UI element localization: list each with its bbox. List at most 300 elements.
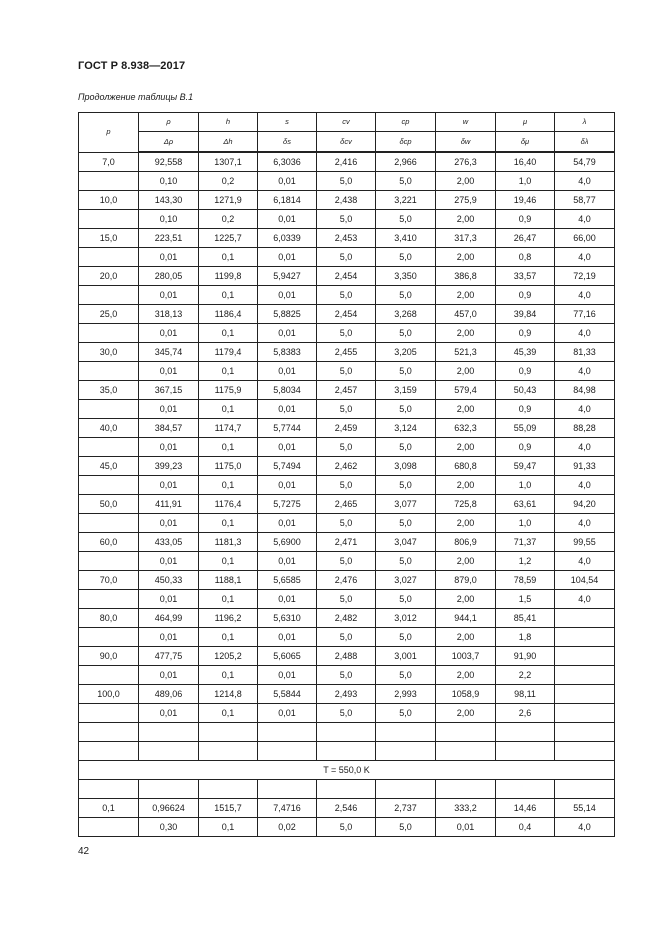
value-cell: 457,0 xyxy=(436,305,496,324)
value-cell: 5,9427 xyxy=(258,267,317,286)
pressure-cell xyxy=(79,666,139,685)
value-cell: 0,9 xyxy=(496,286,555,305)
value-cell: 411,91 xyxy=(139,495,199,514)
value-cell: 5,0 xyxy=(317,324,376,343)
value-cell: 4,0 xyxy=(555,210,615,229)
value-cell: 0,96624 xyxy=(139,799,199,818)
header-delta-cell: δw xyxy=(436,132,496,153)
value-cell xyxy=(555,780,615,799)
value-cell: 5,0 xyxy=(317,248,376,267)
temperature-row xyxy=(79,761,615,780)
value-cell: 2,00 xyxy=(436,286,496,305)
header-cell: w xyxy=(436,113,496,132)
value-cell: 1,8 xyxy=(496,628,555,647)
value-cell: 0,01 xyxy=(258,362,317,381)
value-cell: 725,8 xyxy=(436,495,496,514)
value-cell: 5,0 xyxy=(317,210,376,229)
value-cell: 0,1 xyxy=(199,248,258,267)
value-cell: 489,06 xyxy=(139,685,199,704)
value-cell: 0,8 xyxy=(496,248,555,267)
value-cell: 3,001 xyxy=(376,647,436,666)
header-cell: μ xyxy=(496,113,555,132)
value-cell: 2,493 xyxy=(317,685,376,704)
value-cell xyxy=(436,780,496,799)
value-cell: 5,0 xyxy=(376,552,436,571)
pressure-cell: 70,0 xyxy=(79,571,139,590)
header-delta-cell: δλ xyxy=(555,132,615,153)
value-cell: 5,0 xyxy=(317,476,376,495)
value-cell: 3,124 xyxy=(376,419,436,438)
value-cell: 1179,4 xyxy=(199,343,258,362)
table-row xyxy=(79,495,615,514)
pressure-cell xyxy=(79,400,139,419)
value-cell: 0,01 xyxy=(258,400,317,419)
header-delta-cell: δμ xyxy=(496,132,555,153)
pressure-cell: 30,0 xyxy=(79,343,139,362)
value-cell: 367,15 xyxy=(139,381,199,400)
value-cell: 1003,7 xyxy=(436,647,496,666)
value-cell: 5,0 xyxy=(317,704,376,723)
header-delta-cell: δs xyxy=(258,132,317,153)
value-cell: 5,0 xyxy=(376,818,436,837)
table-row xyxy=(79,152,615,172)
value-cell: 5,0 xyxy=(376,362,436,381)
value-cell: 433,05 xyxy=(139,533,199,552)
value-cell: 5,0 xyxy=(317,438,376,457)
value-cell: 0,01 xyxy=(139,514,199,533)
value-cell: 680,8 xyxy=(436,457,496,476)
table-row xyxy=(79,172,615,191)
table-row xyxy=(79,324,615,343)
document-header: ГОСТ Р 8.938—2017 xyxy=(78,60,186,72)
value-cell: 0,1 xyxy=(199,324,258,343)
table-row xyxy=(79,723,615,742)
value-cell: 94,20 xyxy=(555,495,615,514)
table-row xyxy=(79,742,615,761)
value-cell: 2,488 xyxy=(317,647,376,666)
value-cell: 2,00 xyxy=(436,324,496,343)
pressure-cell xyxy=(79,324,139,343)
value-cell: 2,00 xyxy=(436,210,496,229)
value-cell: 1225,7 xyxy=(199,229,258,248)
value-cell: 55,14 xyxy=(555,799,615,818)
value-cell: 0,01 xyxy=(139,628,199,647)
table-row xyxy=(79,286,615,305)
pressure-cell: 10,0 xyxy=(79,191,139,210)
value-cell: 2,457 xyxy=(317,381,376,400)
value-cell: 91,33 xyxy=(555,457,615,476)
value-cell: 63,61 xyxy=(496,495,555,514)
value-cell xyxy=(199,742,258,761)
value-cell: 4,0 xyxy=(555,248,615,267)
value-cell: 0,1 xyxy=(199,666,258,685)
value-cell xyxy=(317,723,376,742)
value-cell: 0,01 xyxy=(139,400,199,419)
value-cell: 0,1 xyxy=(199,818,258,837)
value-cell: 5,0 xyxy=(317,628,376,647)
table-row xyxy=(79,590,615,609)
value-cell: 1214,8 xyxy=(199,685,258,704)
value-cell: 0,01 xyxy=(139,666,199,685)
value-cell: 2,00 xyxy=(436,514,496,533)
value-cell: 2,00 xyxy=(436,438,496,457)
table-row xyxy=(79,381,615,400)
value-cell: 1,5 xyxy=(496,590,555,609)
value-cell: 4,0 xyxy=(555,514,615,533)
value-cell: 2,00 xyxy=(436,704,496,723)
value-cell: 1,0 xyxy=(496,172,555,191)
value-cell: 143,30 xyxy=(139,191,199,210)
value-cell: 2,454 xyxy=(317,305,376,324)
value-cell: 1271,9 xyxy=(199,191,258,210)
table-row xyxy=(79,210,615,229)
header-row-deltas xyxy=(79,132,615,153)
value-cell: 0,01 xyxy=(258,438,317,457)
value-cell: 0,1 xyxy=(199,628,258,647)
pressure-cell: 60,0 xyxy=(79,533,139,552)
pressure-cell xyxy=(79,514,139,533)
value-cell: 345,74 xyxy=(139,343,199,362)
value-cell: 3,205 xyxy=(376,343,436,362)
value-cell: 0,1 xyxy=(199,590,258,609)
value-cell: 0,1 xyxy=(199,286,258,305)
table-row xyxy=(79,666,615,685)
value-cell: 2,465 xyxy=(317,495,376,514)
table-row xyxy=(79,248,615,267)
value-cell: 26,47 xyxy=(496,229,555,248)
table-row xyxy=(79,457,615,476)
value-cell: 450,33 xyxy=(139,571,199,590)
value-cell: 3,350 xyxy=(376,267,436,286)
value-cell: 1515,7 xyxy=(199,799,258,818)
value-cell: 0,1 xyxy=(199,362,258,381)
table-row xyxy=(79,780,615,799)
value-cell: 5,0 xyxy=(317,552,376,571)
value-cell xyxy=(555,609,615,628)
table-row xyxy=(79,647,615,666)
value-cell: 4,0 xyxy=(555,818,615,837)
value-cell xyxy=(199,780,258,799)
value-cell: 71,37 xyxy=(496,533,555,552)
value-cell: 0,1 xyxy=(199,476,258,495)
value-cell xyxy=(555,704,615,723)
value-cell: 0,01 xyxy=(139,362,199,381)
value-cell: 317,3 xyxy=(436,229,496,248)
value-cell: 1181,3 xyxy=(199,533,258,552)
value-cell: 5,0 xyxy=(376,590,436,609)
value-cell: 477,75 xyxy=(139,647,199,666)
value-cell: 0,1 xyxy=(199,552,258,571)
value-cell: 55,09 xyxy=(496,419,555,438)
value-cell: 0,01 xyxy=(258,666,317,685)
value-cell: 0,01 xyxy=(258,628,317,647)
value-cell: 3,012 xyxy=(376,609,436,628)
pressure-cell xyxy=(79,742,139,761)
value-cell: 0,01 xyxy=(258,324,317,343)
value-cell: 1,2 xyxy=(496,552,555,571)
table-row xyxy=(79,571,615,590)
value-cell: 0,01 xyxy=(258,590,317,609)
pressure-cell: 40,0 xyxy=(79,419,139,438)
value-cell: 5,0 xyxy=(376,248,436,267)
value-cell: 2,00 xyxy=(436,400,496,419)
value-cell: 2,459 xyxy=(317,419,376,438)
value-cell: 3,098 xyxy=(376,457,436,476)
value-cell xyxy=(376,723,436,742)
value-cell: 5,5844 xyxy=(258,685,317,704)
table-row xyxy=(79,229,615,248)
value-cell: 19,46 xyxy=(496,191,555,210)
value-cell: 0,9 xyxy=(496,400,555,419)
value-cell: 2,00 xyxy=(436,590,496,609)
value-cell: 3,268 xyxy=(376,305,436,324)
value-cell: 4,0 xyxy=(555,324,615,343)
value-cell: 5,0 xyxy=(317,514,376,533)
value-cell xyxy=(496,742,555,761)
value-cell: 0,01 xyxy=(258,552,317,571)
value-cell: 0,1 xyxy=(199,514,258,533)
value-cell: 2,476 xyxy=(317,571,376,590)
value-cell: 0,9 xyxy=(496,438,555,457)
value-cell: 5,0 xyxy=(376,476,436,495)
value-cell: 1,0 xyxy=(496,514,555,533)
pressure-cell: 0,1 xyxy=(79,799,139,818)
value-cell xyxy=(139,723,199,742)
value-cell: 2,00 xyxy=(436,552,496,571)
value-cell: 72,19 xyxy=(555,267,615,286)
value-cell xyxy=(555,628,615,647)
value-cell: 0,2 xyxy=(199,172,258,191)
value-cell: 0,10 xyxy=(139,210,199,229)
value-cell: 0,9 xyxy=(496,362,555,381)
pressure-cell xyxy=(79,818,139,837)
value-cell: 98,11 xyxy=(496,685,555,704)
value-cell: 91,90 xyxy=(496,647,555,666)
table-row xyxy=(79,476,615,495)
value-cell: 7,4716 xyxy=(258,799,317,818)
value-cell: 464,99 xyxy=(139,609,199,628)
value-cell: 45,39 xyxy=(496,343,555,362)
pressure-cell xyxy=(79,704,139,723)
value-cell: 4,0 xyxy=(555,362,615,381)
pressure-cell xyxy=(79,438,139,457)
value-cell: 275,9 xyxy=(436,191,496,210)
header-cell: h xyxy=(199,113,258,132)
value-cell: 386,8 xyxy=(436,267,496,286)
value-cell: 39,84 xyxy=(496,305,555,324)
value-cell: 2,471 xyxy=(317,533,376,552)
table-row xyxy=(79,362,615,381)
value-cell xyxy=(555,685,615,704)
value-cell xyxy=(555,742,615,761)
table-row xyxy=(79,704,615,723)
value-cell: 4,0 xyxy=(555,172,615,191)
value-cell: 1174,7 xyxy=(199,419,258,438)
value-cell: 3,047 xyxy=(376,533,436,552)
value-cell xyxy=(376,780,436,799)
value-cell: 0,01 xyxy=(258,172,317,191)
value-cell: 0,01 xyxy=(139,552,199,571)
pressure-cell xyxy=(79,590,139,609)
value-cell xyxy=(139,742,199,761)
value-cell: 318,13 xyxy=(139,305,199,324)
value-cell: 5,6585 xyxy=(258,571,317,590)
pressure-cell: 100,0 xyxy=(79,685,139,704)
header-cell: λ xyxy=(555,113,615,132)
value-cell: 1175,9 xyxy=(199,381,258,400)
value-cell: 399,23 xyxy=(139,457,199,476)
table-row xyxy=(79,799,615,818)
temperature-note: T = 550,0 K xyxy=(79,761,615,780)
value-cell: 2,462 xyxy=(317,457,376,476)
header-delta-cell: Δh xyxy=(199,132,258,153)
value-cell: 0,01 xyxy=(258,476,317,495)
value-cell: 1307,1 xyxy=(199,152,258,172)
value-cell xyxy=(258,723,317,742)
table-row xyxy=(79,305,615,324)
value-cell: 5,0 xyxy=(376,628,436,647)
header-cell: ρ xyxy=(139,113,199,132)
header-pressure: p xyxy=(79,113,139,153)
pressure-cell xyxy=(79,476,139,495)
value-cell: 78,59 xyxy=(496,571,555,590)
table-row xyxy=(79,343,615,362)
value-cell xyxy=(555,723,615,742)
table-row xyxy=(79,685,615,704)
value-cell: 33,57 xyxy=(496,267,555,286)
value-cell: 92,558 xyxy=(139,152,199,172)
value-cell: 4,0 xyxy=(555,438,615,457)
value-cell: 1188,1 xyxy=(199,571,258,590)
value-cell: 5,0 xyxy=(317,818,376,837)
value-cell: 0,1 xyxy=(199,400,258,419)
value-cell: 2,966 xyxy=(376,152,436,172)
value-cell: 879,0 xyxy=(436,571,496,590)
value-cell: 14,46 xyxy=(496,799,555,818)
value-cell: 1186,4 xyxy=(199,305,258,324)
value-cell: 5,0 xyxy=(376,286,436,305)
table-row xyxy=(79,514,615,533)
table-row xyxy=(79,419,615,438)
value-cell: 5,0 xyxy=(317,666,376,685)
value-cell: 0,1 xyxy=(199,704,258,723)
pressure-cell xyxy=(79,248,139,267)
value-cell xyxy=(555,647,615,666)
value-cell: 54,79 xyxy=(555,152,615,172)
value-cell xyxy=(436,742,496,761)
value-cell: 5,0 xyxy=(376,514,436,533)
pressure-cell xyxy=(79,723,139,742)
value-cell: 0,01 xyxy=(258,514,317,533)
value-cell: 4,0 xyxy=(555,286,615,305)
header-delta-cell: δcp xyxy=(376,132,436,153)
pressure-cell xyxy=(79,628,139,647)
value-cell: 104,54 xyxy=(555,571,615,590)
value-cell: 2,438 xyxy=(317,191,376,210)
value-cell: 3,221 xyxy=(376,191,436,210)
value-cell: 0,01 xyxy=(139,704,199,723)
value-cell: 5,7275 xyxy=(258,495,317,514)
pressure-cell xyxy=(79,172,139,191)
value-cell: 5,0 xyxy=(317,590,376,609)
pressure-cell: 90,0 xyxy=(79,647,139,666)
pressure-cell: 25,0 xyxy=(79,305,139,324)
value-cell xyxy=(555,666,615,685)
value-cell: 1176,4 xyxy=(199,495,258,514)
value-cell: 0,4 xyxy=(496,818,555,837)
value-cell: 2,00 xyxy=(436,172,496,191)
value-cell: 66,00 xyxy=(555,229,615,248)
value-cell: 2,455 xyxy=(317,343,376,362)
value-cell: 0,30 xyxy=(139,818,199,837)
value-cell xyxy=(258,742,317,761)
value-cell: 5,0 xyxy=(317,172,376,191)
value-cell: 5,0 xyxy=(376,438,436,457)
value-cell: 2,00 xyxy=(436,628,496,647)
value-cell: 5,8034 xyxy=(258,381,317,400)
value-cell: 333,2 xyxy=(436,799,496,818)
value-cell: 0,01 xyxy=(139,476,199,495)
value-cell: 5,8825 xyxy=(258,305,317,324)
pressure-cell: 7,0 xyxy=(79,152,139,172)
table-caption: Продолжение таблицы В.1 xyxy=(78,92,194,102)
value-cell: 6,0339 xyxy=(258,229,317,248)
value-cell: 0,01 xyxy=(139,286,199,305)
value-cell: 5,0 xyxy=(317,400,376,419)
table-row xyxy=(79,267,615,286)
value-cell: 5,0 xyxy=(376,324,436,343)
value-cell: 0,01 xyxy=(258,210,317,229)
value-cell: 521,3 xyxy=(436,343,496,362)
value-cell: 0,01 xyxy=(436,818,496,837)
value-cell xyxy=(496,723,555,742)
value-cell xyxy=(317,742,376,761)
value-cell: 1058,9 xyxy=(436,685,496,704)
value-cell: 0,01 xyxy=(258,286,317,305)
value-cell: 5,0 xyxy=(376,666,436,685)
table-row xyxy=(79,438,615,457)
value-cell: 2,454 xyxy=(317,267,376,286)
value-cell: 2,00 xyxy=(436,362,496,381)
value-cell: 50,43 xyxy=(496,381,555,400)
header-row-quantities xyxy=(79,113,615,132)
value-cell: 2,546 xyxy=(317,799,376,818)
value-cell: 1199,8 xyxy=(199,267,258,286)
value-cell: 2,2 xyxy=(496,666,555,685)
value-cell: 1196,2 xyxy=(199,609,258,628)
pressure-cell: 45,0 xyxy=(79,457,139,476)
value-cell: 2,00 xyxy=(436,666,496,685)
value-cell: 3,027 xyxy=(376,571,436,590)
value-cell: 223,51 xyxy=(139,229,199,248)
pressure-cell: 50,0 xyxy=(79,495,139,514)
value-cell: 4,0 xyxy=(555,476,615,495)
value-cell: 806,9 xyxy=(436,533,496,552)
value-cell: 3,159 xyxy=(376,381,436,400)
value-cell xyxy=(317,780,376,799)
value-cell: 1175,0 xyxy=(199,457,258,476)
value-cell: 2,737 xyxy=(376,799,436,818)
value-cell: 0,01 xyxy=(139,248,199,267)
value-cell: 944,1 xyxy=(436,609,496,628)
pressure-cell: 35,0 xyxy=(79,381,139,400)
pressure-cell xyxy=(79,552,139,571)
value-cell: 4,0 xyxy=(555,552,615,571)
header-cell: s xyxy=(258,113,317,132)
value-cell: 4,0 xyxy=(555,400,615,419)
value-cell: 2,00 xyxy=(436,476,496,495)
table-row xyxy=(79,628,615,647)
